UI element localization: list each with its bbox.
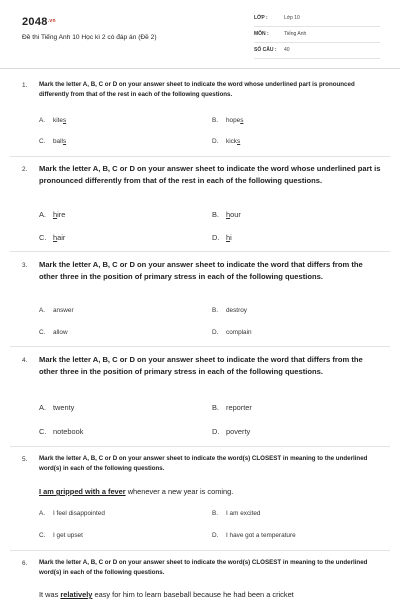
option-b[interactable]: B. reporter [212,403,252,412]
option-c[interactable]: C. balls [39,138,67,145]
question-divider [10,251,390,252]
option-a[interactable]: A. twenty [39,403,75,412]
meta-class-value: Lớp 10 [284,15,300,21]
option-a[interactable]: A. kites [39,117,67,124]
question-divider [10,156,390,157]
question-divider [10,550,390,551]
question-divider [10,346,390,347]
option-b[interactable]: B. hour [212,210,241,219]
meta-count-label: SỐ CÂU : [254,47,277,53]
meta-subject-value: Tiếng Anh [284,31,307,37]
question-prompt: Mark the letter A, B, C or D on your answer sheet to indicate the word whose underlined part is pronounced differently from that of the rest in each of the following questions. [39,164,381,185]
option-d[interactable]: D. kicks [212,138,241,145]
option-b[interactable]: B. hopes [212,117,244,124]
question-number: 6. [22,560,28,567]
meta-class-label: LỚP : [254,15,268,21]
meta-subject [254,28,380,43]
question-number: 2. [22,166,28,173]
meta-subject-label: MÔN : [254,31,269,37]
question-sentence: It was relatively easy for him to learn baseball because he had been a cricket [39,590,294,599]
option-c[interactable]: C. notebook [39,427,84,436]
site-logo[interactable]: $2048^{.vn}$ [22,16,56,28]
question-divider [10,446,390,447]
question-prompt: Mark the letter A, B, C or D on your answer sheet to indicate the word(s) CLOSEST in meaning to the underlined word(s) in each of the following questions. [39,455,368,472]
question-sentence: I am gripped with a fever whenever a new year is coming. [39,487,234,496]
option-a[interactable]: A. I feel disappointed [39,510,105,517]
option-a[interactable]: A. hire [39,210,66,219]
option-c[interactable]: C. allow [39,329,68,336]
option-d[interactable]: D. I have got a temperature [212,532,296,539]
exam-header [0,0,400,69]
option-a[interactable]: A. answer [39,307,74,314]
option-d[interactable]: D. hi [212,233,232,242]
meta-count [254,44,380,59]
question-number: 3. [22,262,28,269]
question-number: 4. [22,357,28,364]
question-number: 5. [22,456,28,463]
option-b[interactable]: B. destroy [212,307,247,314]
meta-count-value: 40 [284,47,290,53]
option-c[interactable]: C. I get upset [39,532,83,539]
question-number: 1. [22,82,28,89]
option-d[interactable]: D. complain [212,329,252,336]
question-prompt: Mark the letter A, B, C or D on your answer sheet to indicate the word that differs from the other three in the position of primary stress in each of the following questions. [39,355,363,376]
question-prompt: Mark the letter A, B, C or D on your answer sheet to indicate the word that differs from the other three in the position of primary stress in each of the following questions. [39,260,363,281]
exam-title: Đề thi Tiếng Anh 10 Học kì 2 có đáp án (Đề 2) [22,34,157,41]
option-c[interactable]: C. hair [39,233,66,242]
question-prompt: Mark the letter A, B, C or D on your answer sheet to indicate the word whose underlined part is pronounced differently from that of the rest in each of the following questions. [39,81,355,98]
option-b[interactable]: B. I am excited [212,510,261,517]
option-d[interactable]: D. poverty [212,427,251,436]
question-prompt: Mark the letter A, B, C or D on your answer sheet to indicate the word(s) CLOSEST in meaning to the underlined word(s) in each of the following questions. [39,559,368,576]
meta-class [254,12,380,27]
